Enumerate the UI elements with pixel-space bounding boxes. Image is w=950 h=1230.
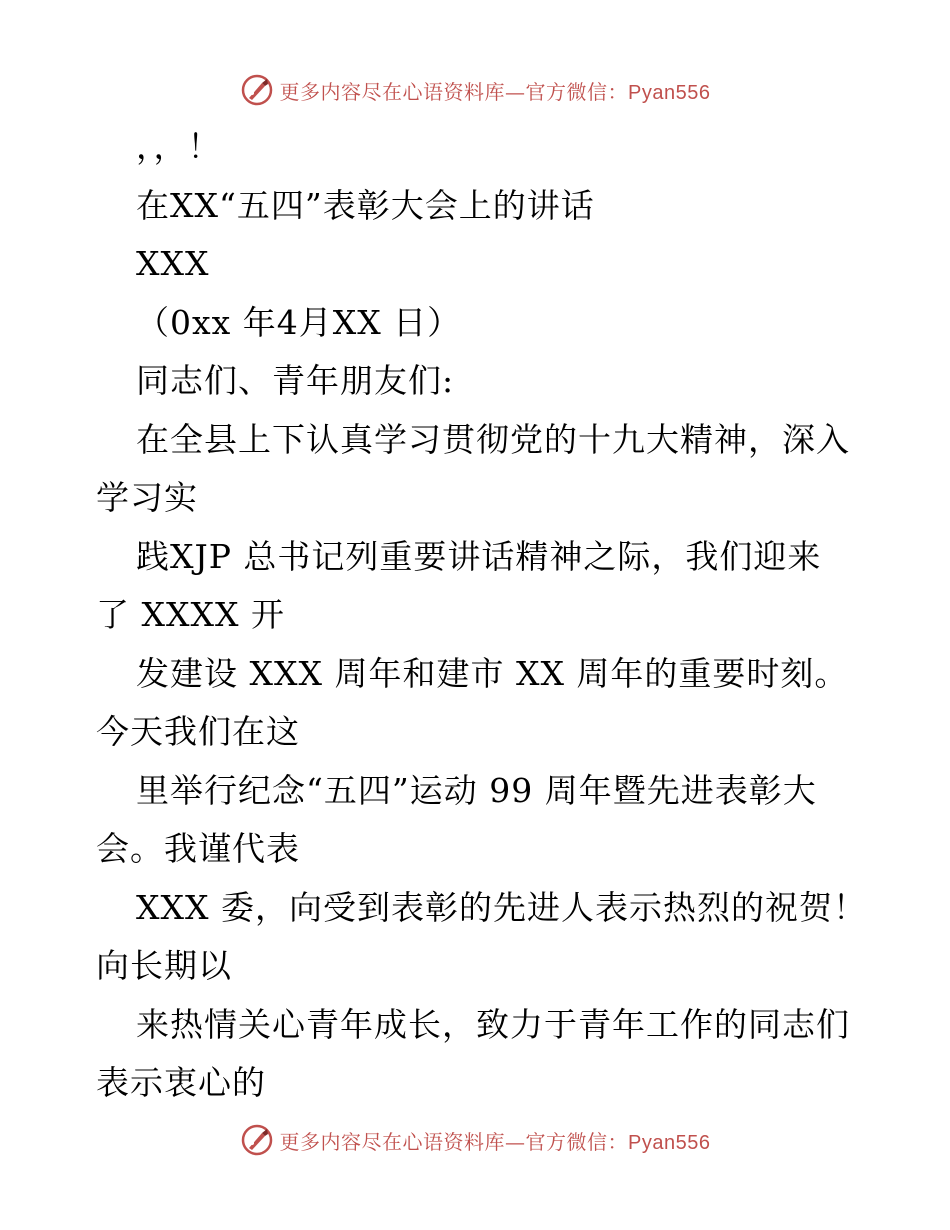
watermark-text: 更多内容尽在心语资料库—官方微信：Pyan556	[279, 79, 711, 104]
quill-seal-icon	[240, 73, 274, 107]
document-line: 里举行纪念“五四”运动 99 周年暨先进表彰大	[136, 770, 817, 810]
document-line: 发建设 XXX 周年和建市 XX 周年的重要时刻。	[136, 653, 849, 693]
quill-seal-icon	[240, 1123, 274, 1157]
document-line: （0xx 年4月XX 日）	[136, 302, 462, 342]
document-line: 会。我谨代表	[96, 829, 300, 868]
document-line: 来热情关心青年成长，致力于青年工作的同志们	[136, 1004, 850, 1044]
watermark-handle: Pyan556	[628, 1131, 711, 1154]
document-line: 今天我们在这	[96, 712, 300, 751]
document-line: 践XJP 总书记列重要讲话精神之际，我们迎来	[136, 536, 822, 576]
document-line: 向长期以	[96, 946, 232, 985]
document-line: XXX 委，向受到表彰的先进人表示热烈的祝贺！	[136, 887, 867, 927]
document-body	[96, 118, 867, 1113]
document-line: 表示衷心的	[96, 1063, 266, 1102]
document-line: 学习实	[96, 478, 198, 517]
document-line: XXX	[136, 244, 210, 283]
footer-watermark	[0, 1120, 950, 1160]
header-watermark	[0, 70, 950, 110]
document-line: 在全县上下认真学习贯彻党的十九大精神，深入	[136, 419, 850, 459]
document-line: 了 XXXX 开	[96, 595, 285, 634]
watermark-text: 更多内容尽在心语资料库—官方微信：Pyan556	[279, 1129, 711, 1154]
watermark-handle: Pyan556	[628, 81, 711, 104]
document-line: 在XX“五四”表彰大会上的讲话	[136, 185, 595, 225]
document-line: ，，！	[136, 127, 222, 166]
document-line: 同志们、青年朋友们:	[136, 361, 455, 400]
